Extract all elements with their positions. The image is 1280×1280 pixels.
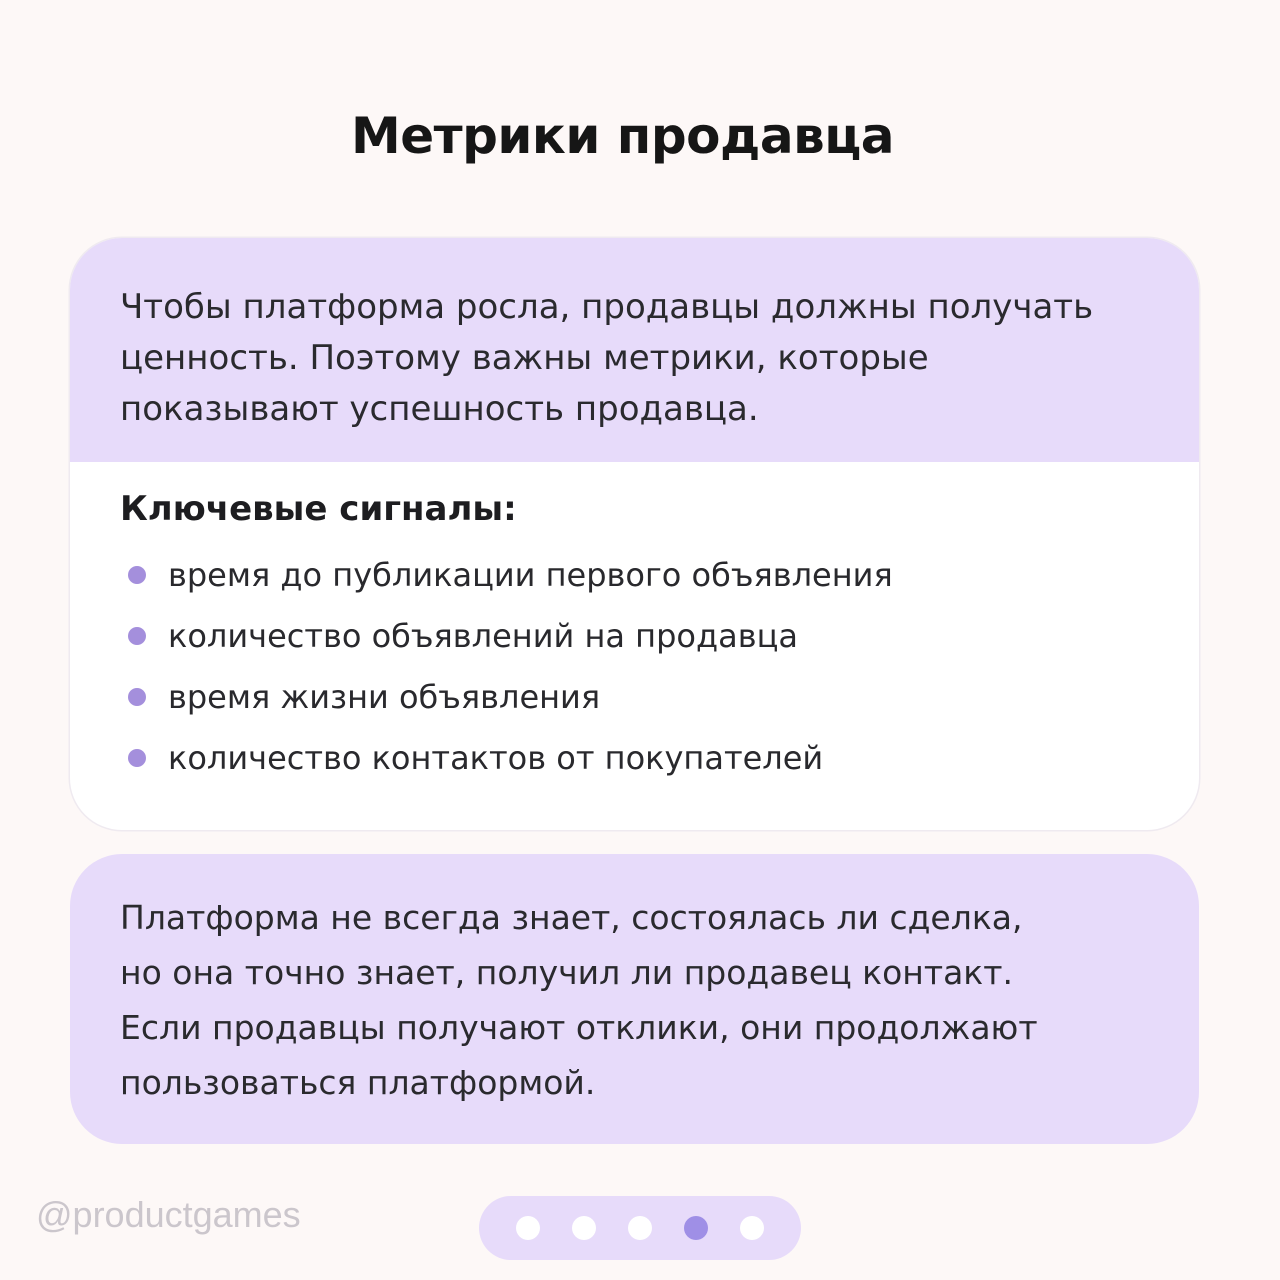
pagination-dot[interactable] [572, 1216, 596, 1240]
seller-metrics-card [70, 238, 1199, 830]
note-line: но она точно знает, получил ли продавец контакт. [120, 953, 1013, 992]
signal-list [120, 544, 1149, 788]
list-item [120, 666, 1149, 727]
pagination [479, 1196, 801, 1260]
signal-label: количество объявлений на продавца [168, 616, 798, 655]
intro-line: Чтобы платформа росла, продавцы должны получать [120, 287, 1094, 327]
signals-heading: Ключевые сигналы: [120, 489, 517, 529]
signal-label: время до публикации первого объявления [168, 555, 893, 594]
bullet-icon [128, 566, 146, 584]
note-card [70, 854, 1199, 1144]
bullet-icon [128, 749, 146, 767]
pagination-dot[interactable] [740, 1216, 764, 1240]
watermark: @productgames [36, 1194, 301, 1235]
list-item [120, 727, 1149, 788]
bullet-icon [128, 627, 146, 645]
page-title: Метрики продавца [350, 107, 895, 165]
intro-line: показывают успешность продавца. [120, 389, 759, 429]
intro-section [70, 238, 1199, 462]
list-item [120, 605, 1149, 666]
pagination-dot[interactable] [516, 1216, 540, 1240]
signal-label: количество контактов от покупателей [168, 738, 824, 777]
intro-text [120, 282, 1149, 435]
list-item [120, 544, 1149, 605]
pagination-dot-active[interactable] [684, 1216, 708, 1240]
pagination-dot[interactable] [628, 1216, 652, 1240]
note-line: пользоваться платформой. [120, 1063, 596, 1102]
intro-line: ценность. Поэтому важны метрики, которые [120, 338, 929, 378]
signals-section [70, 462, 1199, 788]
note-line: Платформа не всегда знает, состоялась ли сделка, [120, 898, 1023, 937]
note-line: Если продавцы получают отклики, они продолжают [120, 1008, 1038, 1047]
bullet-icon [128, 688, 146, 706]
signal-label: время жизни объявления [168, 677, 601, 716]
